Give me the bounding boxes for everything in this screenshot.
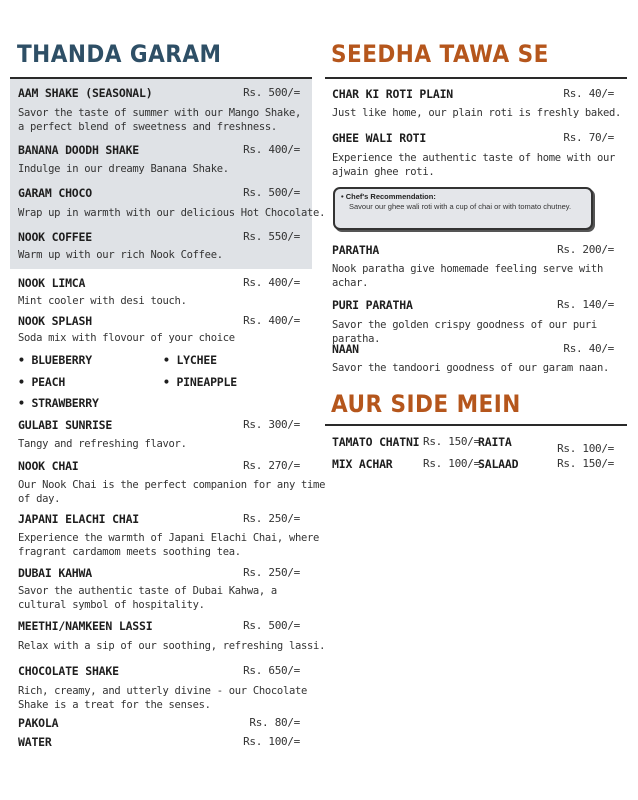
menu-item-name: NOOK COFFEE (18, 230, 92, 244)
menu-item-price: Rs. 40/= (563, 87, 614, 100)
menu-item-name: CHAR KI ROTI PLAIN (332, 87, 454, 101)
menu-item-name: JAPANI ELACHI CHAI (18, 512, 140, 526)
menu-item-name: CHOCOLATE SHAKE (18, 664, 119, 678)
menu-item-desc: Experience the authentic taste of home with our ajwain ghee roti. (332, 152, 616, 178)
menu-item-desc: Savor the golden crispy goodness of our puri paratha. (332, 319, 597, 345)
menu-item-desc: Savor the tandoori goodness of our garam naan. (332, 362, 609, 374)
section-title-thanda-garam: THANDA GARAM (17, 40, 222, 68)
menu-item-name: WATER (18, 735, 52, 749)
menu-item-price: Rs. 200/= (557, 243, 614, 256)
menu-item-name: PAKOLA (18, 716, 59, 730)
flavour-option: • PINEAPPLE (163, 375, 237, 389)
section-title-aur-side-mein: AUR SIDE MEIN (331, 390, 521, 418)
menu-item-price: Rs. 70/= (563, 131, 614, 144)
menu-item-desc: Relax with a sip of our soothing, refreshing lassi. (18, 640, 326, 652)
menu-item-price: Rs. 300/= (243, 418, 300, 431)
menu-item-price: Rs. 400/= (243, 314, 300, 327)
side-item-price: Rs. 100/= (557, 442, 614, 455)
section-rule (10, 77, 312, 79)
side-item-price: Rs. 100/= (423, 457, 480, 470)
menu-item-price: Rs. 140/= (557, 298, 614, 311)
menu-item-name: GARAM CHOCO (18, 186, 92, 200)
menu-item-name: GULABI SUNRISE (18, 418, 113, 432)
menu-item-price: Rs. 400/= (243, 143, 300, 156)
menu-item-name: PARATHA (332, 243, 380, 257)
section-title-seedha-tawa-se: SEEDHA TAWA SE (331, 40, 549, 68)
menu-item-desc: Savor the authentic taste of Dubai Kahwa, a cultural symbol of hospitality. (18, 585, 277, 611)
flavour-option: • PEACH (18, 375, 66, 389)
menu-item-price: Rs. 250/= (243, 566, 300, 579)
menu-item-price: Rs. 100/= (243, 735, 300, 748)
menu-item-desc: Savor the taste of summer with our Mango Shake, a perfect blend of sweetness and freshness. (18, 107, 302, 133)
menu-item-desc: Rich, creamy, and utterly divine - our Chocolate Shake is a treat for the senses. (18, 685, 308, 711)
menu-item-name: DUBAI KAHWA (18, 566, 92, 580)
menu-item-price: Rs. 250/= (243, 512, 300, 525)
side-item-price: Rs. 150/= (423, 435, 480, 448)
menu-item-price: Rs. 500/= (243, 619, 300, 632)
menu-item-name: NOOK SPLASH (18, 314, 92, 328)
menu-item-price: Rs. 270/= (243, 459, 300, 472)
menu-item-desc: Just like home, our plain roti is freshly baked. (332, 107, 622, 119)
menu-item-name: NOOK LIMCA (18, 276, 86, 290)
menu-item-desc: Wrap up in warmth with our delicious Hot Chocolate. (18, 207, 326, 219)
menu-item-price: Rs. 400/= (243, 276, 300, 289)
menu-item-name: BANANA DOODH SHAKE (18, 143, 140, 157)
menu-item-desc: Experience the warmth of Japani Elachi Chai, where fragrant cardamom meets soothing tea. (18, 532, 320, 558)
menu-item-desc: Soda mix with flovour of your choice (18, 332, 235, 344)
menu-item-desc: Warm up with our rich Nook Coffee. (18, 249, 223, 261)
side-item-name: MIX ACHAR (332, 457, 393, 471)
section-rule (325, 424, 627, 426)
menu-item-desc: Mint cooler with desi touch. (18, 295, 187, 307)
side-item-price: Rs. 150/= (557, 457, 614, 470)
side-item-name: TAMATO CHATNI (332, 435, 420, 449)
menu-item-price: Rs. 650/= (243, 664, 300, 677)
side-item-name: SALAAD (478, 457, 519, 471)
menu-item-price: Rs. 40/= (563, 342, 614, 355)
menu-item-desc: Our Nook Chai is the perfect companion for any time of day. (18, 479, 326, 505)
menu-item-price: Rs. 550/= (243, 230, 300, 243)
menu-item-desc: Nook paratha give homemade feeling serve with achar. (332, 263, 603, 289)
menu-item-name: GHEE WALI ROTI (332, 131, 427, 145)
menu-item-name: PURI PARATHA (332, 298, 413, 312)
chef-recommendation-box (333, 187, 593, 230)
menu-item-price: Rs. 500/= (243, 86, 300, 99)
section-rule (325, 77, 627, 79)
flavour-option: • BLUEBERRY (18, 353, 92, 367)
menu-item-desc: Tangy and refreshing flavor. (18, 438, 187, 450)
menu-item-desc: Indulge in our dreamy Banana Shake. (18, 163, 229, 175)
menu-item-name: AAM SHAKE (SEASONAL) (18, 86, 153, 100)
flavour-option: • LYCHEE (163, 353, 217, 367)
menu-item-name: MEETHI/NAMKEEN LASSI (18, 619, 153, 633)
chef-recommendation-text: Savour our ghee wali roti with a cup of chai or with tomato chutney. (349, 202, 572, 211)
menu-item-price: Rs. 500/= (243, 186, 300, 199)
chef-recommendation-title: • Chef's Recommendation: (341, 192, 436, 201)
menu-item-name: NAAN (332, 342, 359, 356)
flavour-option: • STRAWBERRY (18, 396, 99, 410)
menu-item-price: Rs. 80/= (249, 716, 300, 729)
menu-item-name: NOOK CHAI (18, 459, 79, 473)
side-item-name: RAITA (478, 435, 512, 449)
